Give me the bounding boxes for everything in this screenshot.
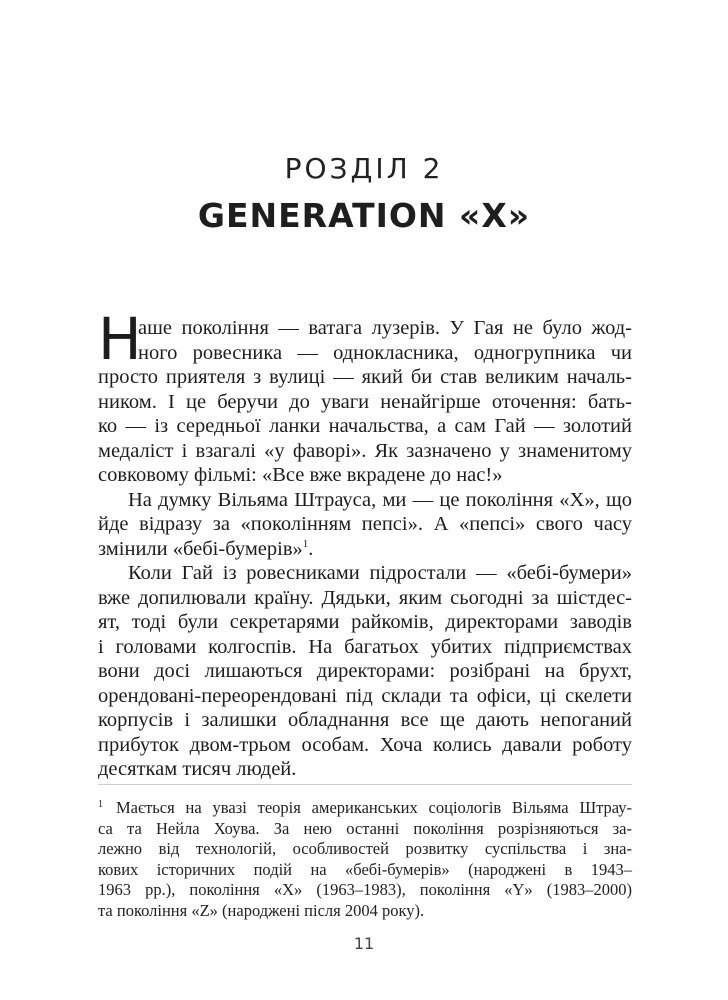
text-line: ят, тоді були секретарями райкомів, директорами заводів — [98, 611, 632, 633]
footnote-line: Мається на увазі теорія американських соціологів Вільяма Штрау- — [116, 798, 632, 817]
chapter-body — [98, 316, 632, 782]
text-segment: . — [308, 537, 314, 560]
text-line: корпусів і залишки обладнання все ще дають непоганий — [98, 709, 632, 731]
text-line: ко — із середньої ланки начальства, а сам Гай — золотий — [98, 415, 632, 437]
text-line: аше покоління — ватага лузерів. У Гая не було жод- — [138, 317, 632, 339]
page-number: 11 — [353, 934, 375, 953]
text-line: вони досі лишаються директорами: розібрані на брухт, — [98, 660, 632, 682]
paragraph-1 — [98, 316, 632, 488]
text-line: десяткам тисяч людей. — [98, 758, 297, 780]
text-line: орендовані-переорендовані під склади та офіси, ці скелети — [98, 684, 632, 707]
text-line: йде відразу за «поколінням пепсі». А «пепсі» свого часу — [98, 513, 632, 535]
text-segment: змінили «бебі-бумерів» — [98, 537, 303, 560]
footnote-line: та покоління «Z» (народжені після 2004 року). — [98, 900, 425, 920]
text-line: вже допилювали країну. Дядьки, яким сьогодні за шістдес- — [98, 586, 632, 609]
footnote-line: лежно від технологій, особливостей розвитку суспільства і зна- — [98, 839, 632, 858]
chapter-label: РОЗДІЛ 2 — [284, 152, 444, 185]
footnote-divider — [98, 784, 632, 785]
chapter-title: GENERATION «X» — [197, 196, 531, 235]
text-line: ником. І це беручи до уваги ненайгірше оточення: бать- — [98, 390, 632, 413]
text-line — [98, 537, 632, 562]
drop-cap: Н — [98, 305, 142, 373]
text-line: прибуток двом-трьом особам. Хоча колись давали роботу — [98, 733, 632, 756]
paragraph-2 — [98, 488, 632, 562]
text-line: просто приятеля з вулиці — який би став великим началь- — [98, 366, 632, 388]
text-line: На думку Вільяма Штрауса, ми — це покоління «X», що — [128, 488, 632, 511]
text-line: медаліст і взагалі «у фаворі». Як зазначено у знаменитому — [98, 439, 632, 462]
footnote-line: са та Нейла Хоува. За нею останні покоління розрізняються за- — [98, 818, 632, 838]
footnote-line: кових історичних подій на «бебі-бумерів» (народжені в 1943– — [98, 859, 632, 879]
footnote-reference[interactable]: 1 — [302, 537, 309, 550]
footnote — [98, 798, 632, 921]
paragraph-3 — [98, 561, 632, 782]
text-line: ного ровесника — однокласника, одногрупника чи — [138, 341, 632, 364]
footnote-number: 1 — [98, 799, 103, 810]
text-line: і головами колгоспів. На багатьох убитих підприємствах — [98, 635, 632, 658]
text-line: Коли Гай із ровесниками підростали — «бебі-бумери» — [128, 562, 632, 584]
footnote-line: 1963 рр.), покоління «X» (1963–1983), покоління «Y» (1983–2000) — [98, 880, 632, 899]
text-line: совковому фільмі: «Все вже вкрадене до нас!» — [98, 464, 503, 486]
